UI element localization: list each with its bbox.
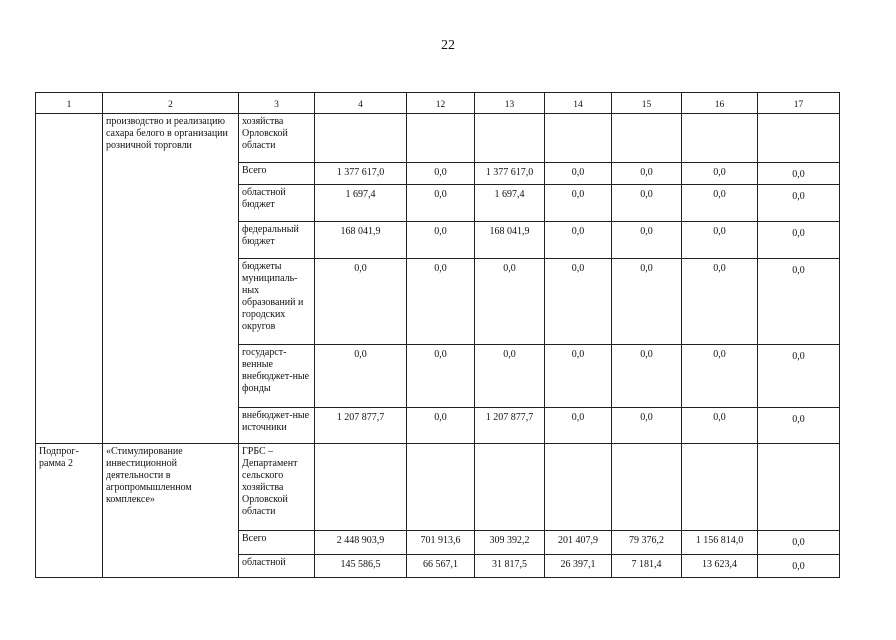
funding-source-cell: федеральный бюджет xyxy=(239,222,315,259)
funding-source-cell: Всего xyxy=(239,163,315,185)
value-cell: 0,0 xyxy=(475,259,545,345)
value-cell: 1 207 877,7 xyxy=(315,408,407,444)
value-cell xyxy=(612,444,682,531)
value-cell: 0,0 xyxy=(682,259,758,345)
value-cell xyxy=(475,444,545,531)
header-cell: 14 xyxy=(545,93,612,114)
value-cell: 1 207 877,7 xyxy=(475,408,545,444)
funding-source-cell: бюджеты муниципаль-ных образований и городских округов xyxy=(239,259,315,345)
funding-source-cell: государст-венные внебюджет-ные фонды xyxy=(239,345,315,408)
header-cell: 13 xyxy=(475,93,545,114)
value-cell: 0,0 xyxy=(545,259,612,345)
funding-source-cell: внебюджет-ные источники xyxy=(239,408,315,444)
value-cell: 0,0 xyxy=(758,222,840,259)
value-cell xyxy=(407,444,475,531)
value-cell: 309 392,2 xyxy=(475,531,545,555)
value-cell xyxy=(407,114,475,163)
value-cell xyxy=(682,444,758,531)
value-cell: 0,0 xyxy=(758,259,840,345)
value-cell: 0,0 xyxy=(682,345,758,408)
value-cell: 0,0 xyxy=(758,163,840,185)
value-cell: 0,0 xyxy=(612,408,682,444)
value-cell xyxy=(758,114,840,163)
value-cell: 26 397,1 xyxy=(545,555,612,578)
value-cell: 0,0 xyxy=(612,185,682,222)
value-cell: 13 623,4 xyxy=(682,555,758,578)
funding-source-cell: ГРБС – Департамент сельского хозяйства Орловской области xyxy=(239,444,315,531)
value-cell: 0,0 xyxy=(315,345,407,408)
value-cell: 0,0 xyxy=(758,185,840,222)
value-cell: 0,0 xyxy=(407,259,475,345)
table-row xyxy=(36,444,840,531)
header-cell: 1 xyxy=(36,93,103,114)
value-cell xyxy=(682,114,758,163)
value-cell: 701 913,6 xyxy=(407,531,475,555)
value-cell: 0,0 xyxy=(545,185,612,222)
program-name-cell: производство и реализацию сахара белого в организации розничной торговли xyxy=(103,114,239,444)
value-cell: 1 377 617,0 xyxy=(315,163,407,185)
value-cell: 0,0 xyxy=(682,222,758,259)
value-cell: 1 697,4 xyxy=(315,185,407,222)
page-number: 22 xyxy=(441,38,455,53)
value-cell: 0,0 xyxy=(545,345,612,408)
value-cell: 0,0 xyxy=(475,345,545,408)
value-cell: 145 586,5 xyxy=(315,555,407,578)
header-cell: 15 xyxy=(612,93,682,114)
value-cell xyxy=(475,114,545,163)
value-cell: 7 181,4 xyxy=(612,555,682,578)
header-cell: 4 xyxy=(315,93,407,114)
value-cell: 0,0 xyxy=(612,345,682,408)
program-name-cell: «Стимулирование инвестиционной деятельности в агропромышленном комплексе» xyxy=(103,444,239,578)
value-cell: 0,0 xyxy=(407,345,475,408)
value-cell: 0,0 xyxy=(612,222,682,259)
value-cell: 168 041,9 xyxy=(315,222,407,259)
value-cell xyxy=(315,444,407,531)
value-cell: 0,0 xyxy=(758,531,840,555)
value-cell: 0,0 xyxy=(407,408,475,444)
value-cell: 0,0 xyxy=(612,163,682,185)
header-cell: 16 xyxy=(682,93,758,114)
value-cell xyxy=(545,444,612,531)
value-cell: 31 817,5 xyxy=(475,555,545,578)
value-cell: 0,0 xyxy=(315,259,407,345)
value-cell: 0,0 xyxy=(407,185,475,222)
value-cell: 0,0 xyxy=(407,222,475,259)
program-code-cell: Подпрог-рамма 2 xyxy=(36,444,103,578)
value-cell: 0,0 xyxy=(545,222,612,259)
value-cell xyxy=(758,444,840,531)
program-code-cell xyxy=(36,114,103,444)
value-cell: 0,0 xyxy=(758,555,840,578)
funding-source-cell: Всего xyxy=(239,531,315,555)
value-cell: 1 377 617,0 xyxy=(475,163,545,185)
value-cell: 2 448 903,9 xyxy=(315,531,407,555)
value-cell: 0,0 xyxy=(758,408,840,444)
value-cell xyxy=(315,114,407,163)
table-row xyxy=(36,114,840,163)
value-cell: 1 697,4 xyxy=(475,185,545,222)
value-cell: 0,0 xyxy=(545,163,612,185)
value-cell: 168 041,9 xyxy=(475,222,545,259)
header-cell: 17 xyxy=(758,93,840,114)
value-cell: 0,0 xyxy=(682,163,758,185)
value-cell: 66 567,1 xyxy=(407,555,475,578)
value-cell: 0,0 xyxy=(612,259,682,345)
value-cell: 0,0 xyxy=(682,408,758,444)
value-cell: 1 156 814,0 xyxy=(682,531,758,555)
value-cell xyxy=(612,114,682,163)
header-row xyxy=(36,93,840,114)
header-cell: 12 xyxy=(407,93,475,114)
value-cell xyxy=(545,114,612,163)
value-cell: 201 407,9 xyxy=(545,531,612,555)
funding-source-cell: областной бюджет xyxy=(239,185,315,222)
value-cell: 0,0 xyxy=(682,185,758,222)
budget-table xyxy=(35,92,840,578)
funding-source-cell: хозяйства Орловской области xyxy=(239,114,315,163)
value-cell: 0,0 xyxy=(407,163,475,185)
header-cell: 3 xyxy=(239,93,315,114)
value-cell: 0,0 xyxy=(545,408,612,444)
value-cell: 79 376,2 xyxy=(612,531,682,555)
value-cell: 0,0 xyxy=(758,345,840,408)
funding-source-cell: областной xyxy=(239,555,315,578)
header-cell: 2 xyxy=(103,93,239,114)
